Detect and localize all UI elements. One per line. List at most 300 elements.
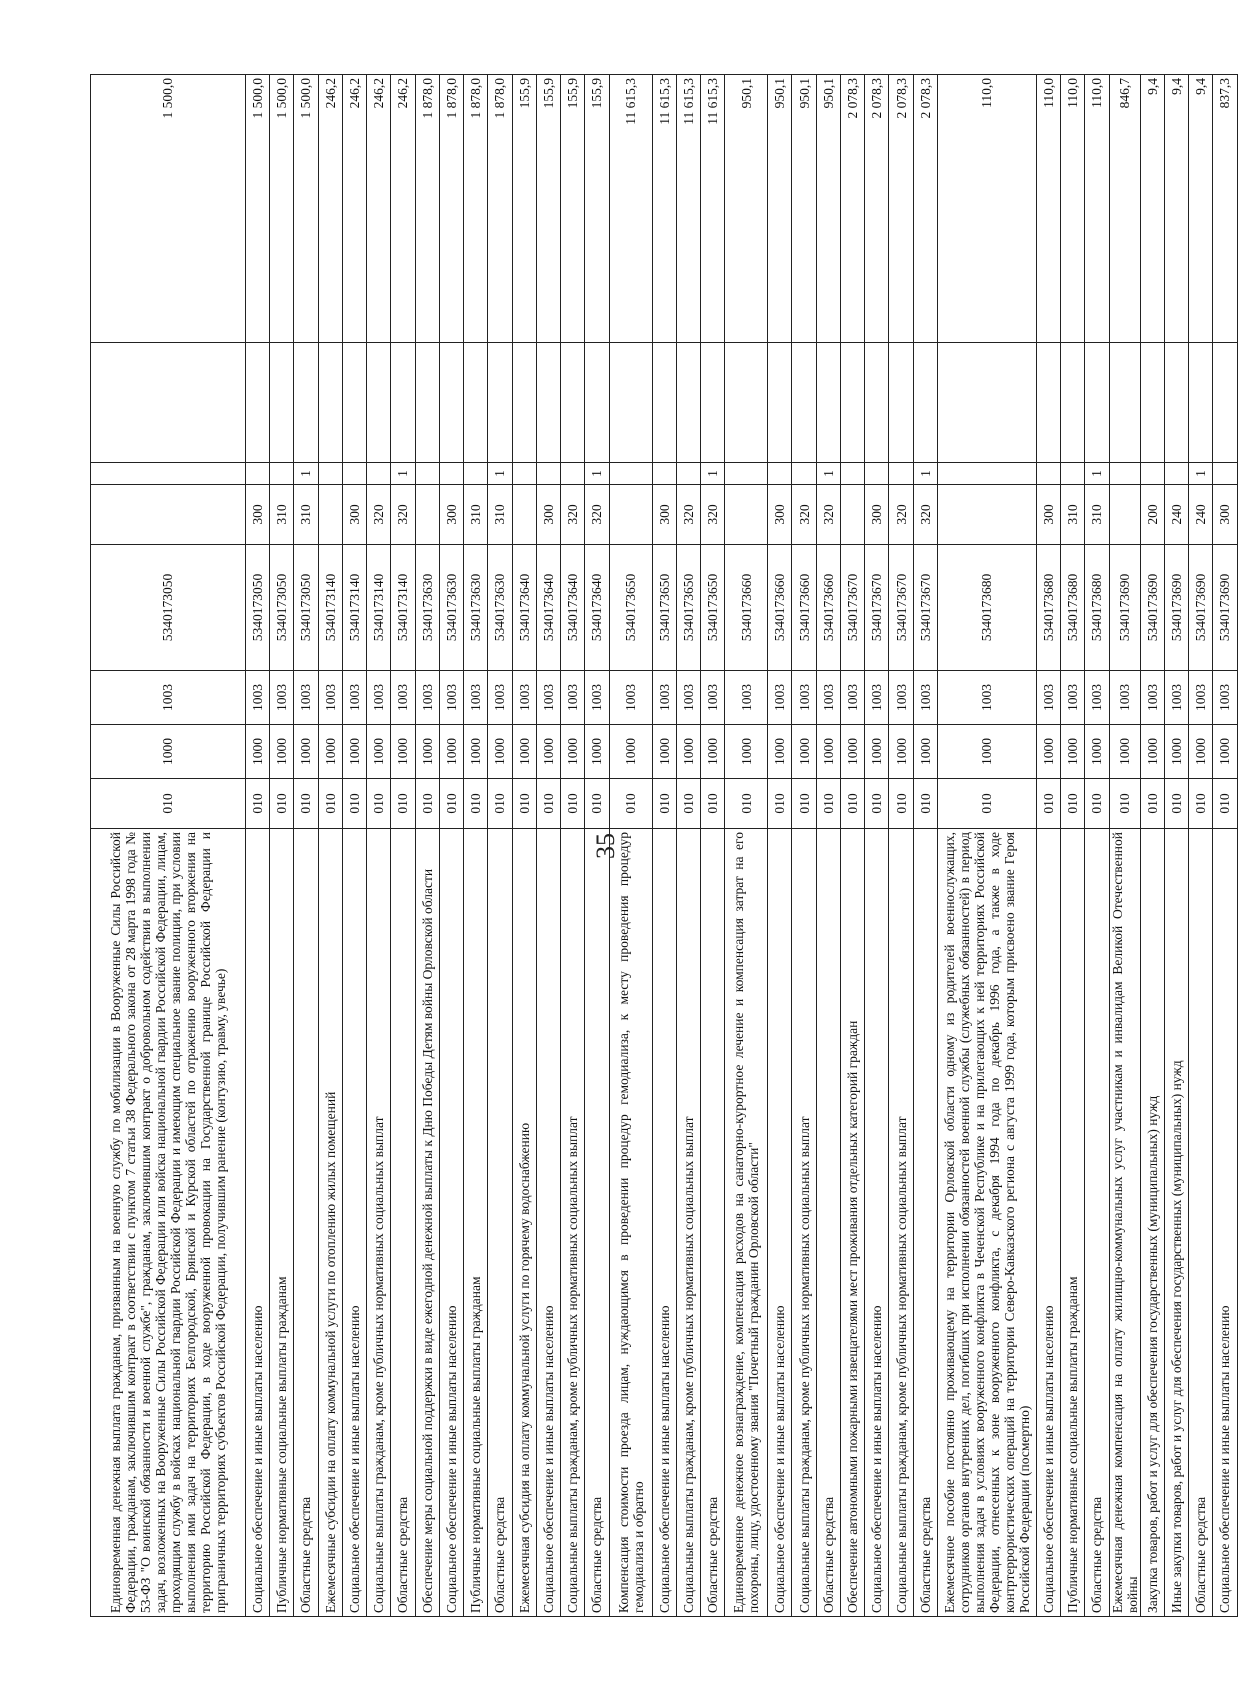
row-expense-type-code: 300 — [865, 485, 889, 545]
row-grbs-code: 010 — [1213, 779, 1237, 829]
row-name: Социальные выплаты гражданам, кроме публичных нормативных социальных выплат — [561, 829, 585, 1617]
row-section-code: 1000 — [536, 725, 560, 779]
row-section-code: 1000 — [676, 725, 700, 779]
row-amount: 1 500,0 — [91, 75, 246, 343]
row-empty-cell — [1085, 343, 1109, 463]
row-empty-cell — [561, 343, 585, 463]
table-row — [676, 75, 700, 1617]
row-source-mark — [1164, 463, 1188, 485]
row-expense-type-code: 320 — [816, 485, 840, 545]
table-row — [270, 75, 294, 1617]
row-source-mark — [768, 463, 792, 485]
row-section-code: 1000 — [652, 725, 676, 779]
row-target-article-code: 5340173680 — [1036, 545, 1060, 671]
table-row — [1140, 75, 1164, 1617]
row-grbs-code: 010 — [609, 779, 652, 829]
row-expense-type-code: 310 — [464, 485, 488, 545]
row-name: Областные средства — [816, 829, 840, 1617]
row-target-article-code: 5340173660 — [725, 545, 768, 671]
table-row — [1036, 75, 1060, 1617]
row-empty-cell — [91, 343, 246, 463]
row-source-mark — [464, 463, 488, 485]
row-empty-cell — [270, 343, 294, 463]
row-source-mark: 1 — [816, 463, 840, 485]
row-subsection-code: 1003 — [652, 671, 676, 725]
row-expense-type-code: 320 — [561, 485, 585, 545]
row-name: Областные средства — [913, 829, 937, 1617]
table-row — [536, 75, 560, 1617]
row-empty-cell — [391, 343, 415, 463]
row-expense-type-code — [415, 485, 439, 545]
row-source-mark: 1 — [913, 463, 937, 485]
table-row — [512, 75, 536, 1617]
table-row — [1164, 75, 1188, 1617]
row-target-article-code: 5340173050 — [245, 545, 269, 671]
row-source-mark — [536, 463, 560, 485]
row-target-article-code: 5340173660 — [768, 545, 792, 671]
row-expense-type-code — [91, 485, 246, 545]
row-name: Областные средства — [1085, 829, 1109, 1617]
row-empty-cell — [768, 343, 792, 463]
row-name: Ежемесячная субсидия на оплату коммунальной услуги по горячему водоснабжению — [512, 829, 536, 1617]
row-target-article-code: 5340173640 — [536, 545, 560, 671]
row-subsection-code: 1003 — [391, 671, 415, 725]
row-subsection-code: 1003 — [609, 671, 652, 725]
table-row — [1061, 75, 1085, 1617]
table-row — [1085, 75, 1109, 1617]
row-grbs-code: 010 — [792, 779, 816, 829]
table-row — [913, 75, 937, 1617]
row-amount: 9,4 — [1189, 75, 1213, 343]
row-subsection-code: 1003 — [1213, 671, 1237, 725]
row-section-code: 1000 — [1189, 725, 1213, 779]
row-target-article-code: 5340173140 — [342, 545, 366, 671]
row-grbs-code: 010 — [464, 779, 488, 829]
row-grbs-code: 010 — [367, 779, 391, 829]
table-row — [889, 75, 913, 1617]
row-empty-cell — [367, 343, 391, 463]
row-name: Единовременная денежная выплата гражданам, призванным на военную службу по мобилизации в Вооруженные Силы Российской Федерации, гражданам, заключившим контракт в соответствии с пунктом 7 статьи 38 Федерального закона от 28 марта 1998 года № 53-ФЗ "О воинской обязанности и военной службе", гражданам, заключившим контракт о добровольном содействии в выполнении задач, возложенных на Вооруженные Силы Российской Федерации или войска национальной гвардии Российской Федерации, лицам, проходящим службу в войсках национальной гвардии Российской Федерации и имеющим специальное звание полиции, при условии выполнения ими задач на территориях Белгородской, Брянской и Курской областей по отражению вооруженного вторжения на территорию Российской Федерации, в ходе вооруженной провокации на Государственной границе Российской Федерации и приграничных территориях субъектов Российской Федерации, получившим ранение (контузию, травму, увечье) — [91, 829, 246, 1617]
row-target-article-code: 5340173640 — [512, 545, 536, 671]
row-section-code: 1000 — [585, 725, 609, 779]
row-grbs-code: 010 — [1109, 779, 1140, 829]
row-subsection-code: 1003 — [816, 671, 840, 725]
row-grbs-code: 010 — [840, 779, 864, 829]
table-row — [701, 75, 725, 1617]
row-subsection-code: 1003 — [415, 671, 439, 725]
row-section-code: 1000 — [415, 725, 439, 779]
row-amount: 846,7 — [1109, 75, 1140, 343]
row-section-code: 1000 — [1109, 725, 1140, 779]
row-name: Публичные нормативные социальные выплаты гражданам — [464, 829, 488, 1617]
row-amount: 1 500,0 — [294, 75, 318, 343]
row-section-code: 1000 — [1164, 725, 1188, 779]
row-empty-cell — [536, 343, 560, 463]
row-empty-cell — [294, 343, 318, 463]
row-source-mark — [270, 463, 294, 485]
row-empty-cell — [1164, 343, 1188, 463]
row-section-code: 1000 — [865, 725, 889, 779]
row-section-code: 1000 — [913, 725, 937, 779]
row-empty-cell — [725, 343, 768, 463]
row-target-article-code: 5340173690 — [1164, 545, 1188, 671]
table-row — [768, 75, 792, 1617]
row-target-article-code: 5340173650 — [676, 545, 700, 671]
row-name: Социальное обеспечение и иные выплаты населению — [536, 829, 560, 1617]
row-source-mark — [937, 463, 1036, 485]
row-source-mark — [367, 463, 391, 485]
row-name: Ежемесячное пособие постоянно проживающему на территории Орловской области одному из родителей военнослужащих, сотрудников органов внутренних дел, погибших при исполнении обязанностей военной службы (служебных обязанностей) в период выполнения задач в условиях вооруженного конфликта в Чеченской Республике и на прилегающих к ней территориях Российской Федерации, отнесенных к зоне вооруженного конфликта, с декабря 1994 года по декабрь 1996 года, а также в ходе контртеррористических операций на территории Северо-Кавказского региона с августа 1999 года, которым присвоено звание Героя Российской Федерации (посмертно) — [937, 829, 1036, 1617]
table-row — [294, 75, 318, 1617]
row-target-article-code: 5340173050 — [270, 545, 294, 671]
row-name: Обеспечение меры социальной поддержки в виде ежегодной денежной выплаты к Дню Победы Детям войны Орловской области — [415, 829, 439, 1617]
budget-table — [90, 74, 1238, 1617]
row-amount: 246,2 — [391, 75, 415, 343]
row-expense-type-code: 320 — [676, 485, 700, 545]
table-row — [840, 75, 864, 1617]
row-subsection-code: 1003 — [585, 671, 609, 725]
row-amount: 2 078,3 — [889, 75, 913, 343]
row-source-mark — [318, 463, 342, 485]
row-expense-type-code: 300 — [439, 485, 463, 545]
row-target-article-code: 5340173680 — [937, 545, 1036, 671]
row-empty-cell — [512, 343, 536, 463]
row-section-code: 1000 — [439, 725, 463, 779]
row-expense-type-code — [609, 485, 652, 545]
row-amount: 1 500,0 — [245, 75, 269, 343]
row-subsection-code: 1003 — [937, 671, 1036, 725]
row-target-article-code: 5340173690 — [1213, 545, 1237, 671]
row-empty-cell — [937, 343, 1036, 463]
row-source-mark: 1 — [585, 463, 609, 485]
row-source-mark — [1213, 463, 1237, 485]
row-target-article-code: 5340173630 — [464, 545, 488, 671]
row-expense-type-code: 300 — [245, 485, 269, 545]
row-expense-type-code: 300 — [536, 485, 560, 545]
row-name: Публичные нормативные социальные выплаты гражданам — [1061, 829, 1085, 1617]
row-section-code: 1000 — [294, 725, 318, 779]
row-section-code: 1000 — [725, 725, 768, 779]
row-empty-cell — [913, 343, 937, 463]
row-name: Социальное обеспечение и иные выплаты населению — [652, 829, 676, 1617]
row-source-mark — [439, 463, 463, 485]
table-row — [91, 75, 246, 1617]
row-source-mark: 1 — [391, 463, 415, 485]
row-expense-type-code: 320 — [913, 485, 937, 545]
row-grbs-code: 010 — [913, 779, 937, 829]
row-subsection-code: 1003 — [889, 671, 913, 725]
table-row — [937, 75, 1036, 1617]
row-subsection-code: 1003 — [270, 671, 294, 725]
row-target-article-code: 5340173630 — [439, 545, 463, 671]
row-source-mark — [1061, 463, 1085, 485]
row-section-code: 1000 — [792, 725, 816, 779]
row-grbs-code: 010 — [1036, 779, 1060, 829]
row-empty-cell — [415, 343, 439, 463]
row-amount: 246,2 — [318, 75, 342, 343]
row-name: Социальные выплаты гражданам, кроме публичных нормативных социальных выплат — [792, 829, 816, 1617]
row-empty-cell — [1140, 343, 1164, 463]
table-row — [816, 75, 840, 1617]
row-grbs-code: 010 — [701, 779, 725, 829]
row-name: Социальное обеспечение и иные выплаты населению — [768, 829, 792, 1617]
table-row — [439, 75, 463, 1617]
row-amount: 1 500,0 — [270, 75, 294, 343]
table-row — [725, 75, 768, 1617]
row-subsection-code: 1003 — [1061, 671, 1085, 725]
row-name: Областные средства — [1189, 829, 1213, 1617]
row-source-mark: 1 — [701, 463, 725, 485]
row-subsection-code: 1003 — [792, 671, 816, 725]
row-subsection-code: 1003 — [1164, 671, 1188, 725]
row-grbs-code: 010 — [91, 779, 246, 829]
row-amount: 1 878,0 — [415, 75, 439, 343]
row-name: Иные закупки товаров, работ и услуг для обеспечения государственных (муниципальных) нужд — [1164, 829, 1188, 1617]
row-target-article-code: 5340173660 — [792, 545, 816, 671]
row-name: Социальное обеспечение и иные выплаты населению — [865, 829, 889, 1617]
row-name: Социальные выплаты гражданам, кроме публичных нормативных социальных выплат — [367, 829, 391, 1617]
row-empty-cell — [889, 343, 913, 463]
row-name: Социальное обеспечение и иные выплаты населению — [439, 829, 463, 1617]
row-grbs-code: 010 — [415, 779, 439, 829]
row-empty-cell — [464, 343, 488, 463]
row-amount: 110,0 — [1036, 75, 1060, 343]
row-subsection-code: 1003 — [701, 671, 725, 725]
row-empty-cell — [245, 343, 269, 463]
row-source-mark — [652, 463, 676, 485]
table-row — [792, 75, 816, 1617]
row-name: Закупка товаров, работ и услуг для обеспечения государственных (муниципальных) нужд — [1140, 829, 1164, 1617]
row-expense-type-code — [512, 485, 536, 545]
rotated-table-wrapper — [90, 75, 1233, 1617]
row-subsection-code: 1003 — [865, 671, 889, 725]
row-empty-cell — [1109, 343, 1140, 463]
row-amount: 11 615,3 — [701, 75, 725, 343]
row-expense-type-code: 240 — [1164, 485, 1188, 545]
row-name: Социальные выплаты гражданам, кроме публичных нормативных социальных выплат — [889, 829, 913, 1617]
row-expense-type-code — [840, 485, 864, 545]
row-amount: 1 878,0 — [439, 75, 463, 343]
row-source-mark — [865, 463, 889, 485]
table-row — [1213, 75, 1237, 1617]
row-source-mark: 1 — [294, 463, 318, 485]
row-grbs-code: 010 — [391, 779, 415, 829]
row-expense-type-code: 300 — [768, 485, 792, 545]
row-expense-type-code: 320 — [889, 485, 913, 545]
row-name: Социальное обеспечение и иные выплаты населению — [1036, 829, 1060, 1617]
row-expense-type-code — [937, 485, 1036, 545]
row-target-article-code: 5340173630 — [488, 545, 512, 671]
row-amount: 155,9 — [561, 75, 585, 343]
row-section-code: 1000 — [464, 725, 488, 779]
row-expense-type-code: 320 — [391, 485, 415, 545]
row-amount: 2 078,3 — [865, 75, 889, 343]
row-subsection-code: 1003 — [725, 671, 768, 725]
row-source-mark — [512, 463, 536, 485]
row-source-mark — [561, 463, 585, 485]
row-source-mark — [792, 463, 816, 485]
row-target-article-code: 5340173670 — [840, 545, 864, 671]
row-name: Областные средства — [488, 829, 512, 1617]
row-empty-cell — [585, 343, 609, 463]
row-empty-cell — [701, 343, 725, 463]
row-amount: 155,9 — [536, 75, 560, 343]
row-empty-cell — [1213, 343, 1237, 463]
row-grbs-code: 010 — [270, 779, 294, 829]
row-expense-type-code: 320 — [701, 485, 725, 545]
row-grbs-code: 010 — [652, 779, 676, 829]
row-subsection-code: 1003 — [1140, 671, 1164, 725]
row-amount: 9,4 — [1164, 75, 1188, 343]
row-grbs-code: 010 — [342, 779, 366, 829]
row-section-code: 1000 — [367, 725, 391, 779]
row-name: Социальное обеспечение и иные выплаты населению — [342, 829, 366, 1617]
row-grbs-code: 010 — [585, 779, 609, 829]
row-empty-cell — [676, 343, 700, 463]
row-section-code: 1000 — [1036, 725, 1060, 779]
row-grbs-code: 010 — [488, 779, 512, 829]
row-expense-type-code — [1109, 485, 1140, 545]
row-subsection-code: 1003 — [464, 671, 488, 725]
row-subsection-code: 1003 — [294, 671, 318, 725]
row-empty-cell — [1036, 343, 1060, 463]
row-section-code: 1000 — [1085, 725, 1109, 779]
row-subsection-code: 1003 — [318, 671, 342, 725]
row-target-article-code: 5340173690 — [1140, 545, 1164, 671]
row-target-article-code: 5340173670 — [889, 545, 913, 671]
row-source-mark — [91, 463, 246, 485]
row-target-article-code: 5340173680 — [1061, 545, 1085, 671]
row-section-code: 1000 — [512, 725, 536, 779]
row-section-code: 1000 — [270, 725, 294, 779]
row-name: Обеспечение автономными пожарными извещателями мест проживания отдельных категорий граждан — [840, 829, 864, 1617]
row-source-mark — [840, 463, 864, 485]
row-section-code: 1000 — [937, 725, 1036, 779]
row-name: Компенсация стоимости проезда лицам, нуждающимся в проведении процедур гемодиализа, к месту проведения процедур гемодиализа и обратно — [609, 829, 652, 1617]
row-expense-type-code — [725, 485, 768, 545]
row-target-article-code: 5340173650 — [609, 545, 652, 671]
row-amount: 246,2 — [342, 75, 366, 343]
row-grbs-code: 010 — [889, 779, 913, 829]
row-subsection-code: 1003 — [536, 671, 560, 725]
row-amount: 837,3 — [1213, 75, 1237, 343]
row-amount: 950,1 — [792, 75, 816, 343]
row-expense-type-code: 310 — [1061, 485, 1085, 545]
table-row — [245, 75, 269, 1617]
row-grbs-code: 010 — [1085, 779, 1109, 829]
row-empty-cell — [609, 343, 652, 463]
row-amount: 110,0 — [937, 75, 1036, 343]
table-row — [391, 75, 415, 1617]
row-name: Публичные нормативные социальные выплаты гражданам — [270, 829, 294, 1617]
row-section-code: 1000 — [840, 725, 864, 779]
row-source-mark — [342, 463, 366, 485]
row-grbs-code: 010 — [676, 779, 700, 829]
row-target-article-code: 5340173640 — [561, 545, 585, 671]
table-row — [464, 75, 488, 1617]
table-row — [652, 75, 676, 1617]
row-expense-type-code: 320 — [367, 485, 391, 545]
row-grbs-code: 010 — [318, 779, 342, 829]
row-expense-type-code: 300 — [652, 485, 676, 545]
row-expense-type-code — [318, 485, 342, 545]
table-row — [609, 75, 652, 1617]
row-section-code: 1000 — [561, 725, 585, 779]
row-subsection-code: 1003 — [913, 671, 937, 725]
row-amount: 2 078,3 — [840, 75, 864, 343]
row-grbs-code: 010 — [512, 779, 536, 829]
row-empty-cell — [792, 343, 816, 463]
row-target-article-code: 5340173050 — [294, 545, 318, 671]
row-amount: 155,9 — [585, 75, 609, 343]
row-section-code: 1000 — [609, 725, 652, 779]
row-amount: 950,1 — [816, 75, 840, 343]
row-amount: 11 615,3 — [609, 75, 652, 343]
row-name: Областные средства — [391, 829, 415, 1617]
table-row — [1109, 75, 1140, 1617]
row-target-article-code: 5340173670 — [865, 545, 889, 671]
table-row — [585, 75, 609, 1617]
row-target-article-code: 5340173650 — [701, 545, 725, 671]
row-grbs-code: 010 — [865, 779, 889, 829]
table-row — [367, 75, 391, 1617]
table-row — [318, 75, 342, 1617]
row-source-mark — [245, 463, 269, 485]
row-subsection-code: 1003 — [91, 671, 246, 725]
row-grbs-code: 010 — [768, 779, 792, 829]
row-amount: 110,0 — [1061, 75, 1085, 343]
row-source-mark — [1109, 463, 1140, 485]
row-target-article-code: 5340173660 — [816, 545, 840, 671]
row-source-mark — [725, 463, 768, 485]
row-subsection-code: 1003 — [488, 671, 512, 725]
table-row — [561, 75, 585, 1617]
row-empty-cell — [439, 343, 463, 463]
row-amount: 1 878,0 — [464, 75, 488, 343]
row-section-code: 1000 — [488, 725, 512, 779]
row-target-article-code: 5340173140 — [367, 545, 391, 671]
row-expense-type-code: 320 — [792, 485, 816, 545]
row-empty-cell — [840, 343, 864, 463]
row-expense-type-code: 310 — [488, 485, 512, 545]
row-expense-type-code: 200 — [1140, 485, 1164, 545]
table-row — [865, 75, 889, 1617]
row-section-code: 1000 — [768, 725, 792, 779]
row-empty-cell — [1061, 343, 1085, 463]
row-target-article-code: 5340173630 — [415, 545, 439, 671]
row-section-code: 1000 — [318, 725, 342, 779]
row-expense-type-code: 300 — [1036, 485, 1060, 545]
row-target-article-code: 5340173640 — [585, 545, 609, 671]
row-empty-cell — [865, 343, 889, 463]
row-empty-cell — [652, 343, 676, 463]
row-amount: 2 078,3 — [913, 75, 937, 343]
row-amount: 1 878,0 — [488, 75, 512, 343]
row-grbs-code: 010 — [816, 779, 840, 829]
row-name: Социальное обеспечение и иные выплаты населению — [245, 829, 269, 1617]
row-section-code: 1000 — [889, 725, 913, 779]
row-section-code: 1000 — [391, 725, 415, 779]
table-row — [342, 75, 366, 1617]
row-source-mark — [889, 463, 913, 485]
row-grbs-code: 010 — [1061, 779, 1085, 829]
row-subsection-code: 1003 — [1036, 671, 1060, 725]
row-subsection-code: 1003 — [1189, 671, 1213, 725]
row-section-code: 1000 — [1213, 725, 1237, 779]
row-subsection-code: 1003 — [561, 671, 585, 725]
row-expense-type-code: 300 — [1213, 485, 1237, 545]
row-source-mark: 1 — [488, 463, 512, 485]
